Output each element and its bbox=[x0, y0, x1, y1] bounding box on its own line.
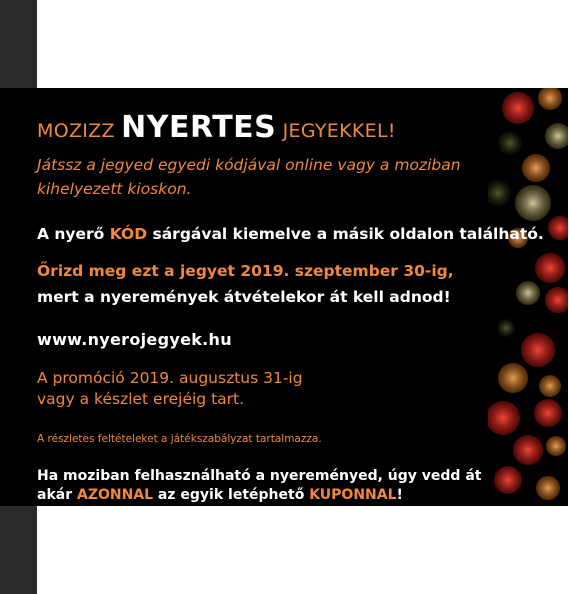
promo-period bbox=[37, 368, 303, 410]
intro-text bbox=[37, 153, 461, 201]
bottom-note bbox=[37, 467, 481, 505]
intro-line-1: Játssz a jegyed egyedi kódjával online vagy a moziban bbox=[37, 156, 461, 174]
bottom-line-2-end: ! bbox=[396, 487, 403, 503]
left-edge-strip-bottom bbox=[0, 506, 37, 594]
bottom-line-2-before: akár bbox=[37, 487, 77, 503]
code-info-before: A nyerő bbox=[37, 225, 110, 243]
headline-emphasis: NYERTES bbox=[121, 110, 277, 145]
keep-ticket-before: Őrizd meg ezt a jegyet bbox=[37, 262, 241, 280]
promo-line-2: vagy a készlet erejéig tart. bbox=[37, 390, 245, 408]
promo-line-1: A promóció 2019. augusztus 31-ig bbox=[37, 369, 303, 387]
promo-card bbox=[0, 88, 568, 506]
bokeh-lights-decoration bbox=[488, 88, 568, 506]
code-highlight: KÓD bbox=[109, 225, 148, 243]
left-edge-strip-top bbox=[0, 0, 37, 88]
keep-ticket-date: 2019. szeptember 30-ig, bbox=[240, 262, 454, 280]
keep-ticket-line-1 bbox=[37, 262, 454, 280]
bottom-line-1: Ha moziban felhasználható a nyereményed, úgy vedd át bbox=[37, 468, 482, 484]
keep-ticket-line-2: mert a nyeremények átvételekor át kell adnod! bbox=[37, 288, 451, 306]
code-info-after: sárgával kiemelve a másik oldalon található. bbox=[147, 225, 544, 243]
headline-prefix: MOZIZZ bbox=[37, 120, 122, 142]
website-url[interactable]: www.nyerojegyek.hu bbox=[37, 330, 232, 349]
headline-suffix: JEGYEKKEL! bbox=[276, 120, 396, 142]
coupon-highlight: KUPONNAL bbox=[309, 487, 397, 503]
bottom-line-2 bbox=[37, 486, 481, 505]
fine-print: A részletes feltételeket a játékszabályzat tartalmazza. bbox=[37, 433, 322, 445]
bottom-line-2-mid: az egyik letéphető bbox=[153, 487, 310, 503]
code-info bbox=[37, 225, 544, 243]
headline bbox=[37, 110, 396, 145]
intro-line-2: kihelyezett kioskon. bbox=[37, 180, 192, 198]
immediately-highlight: AZONNAL bbox=[76, 487, 154, 503]
